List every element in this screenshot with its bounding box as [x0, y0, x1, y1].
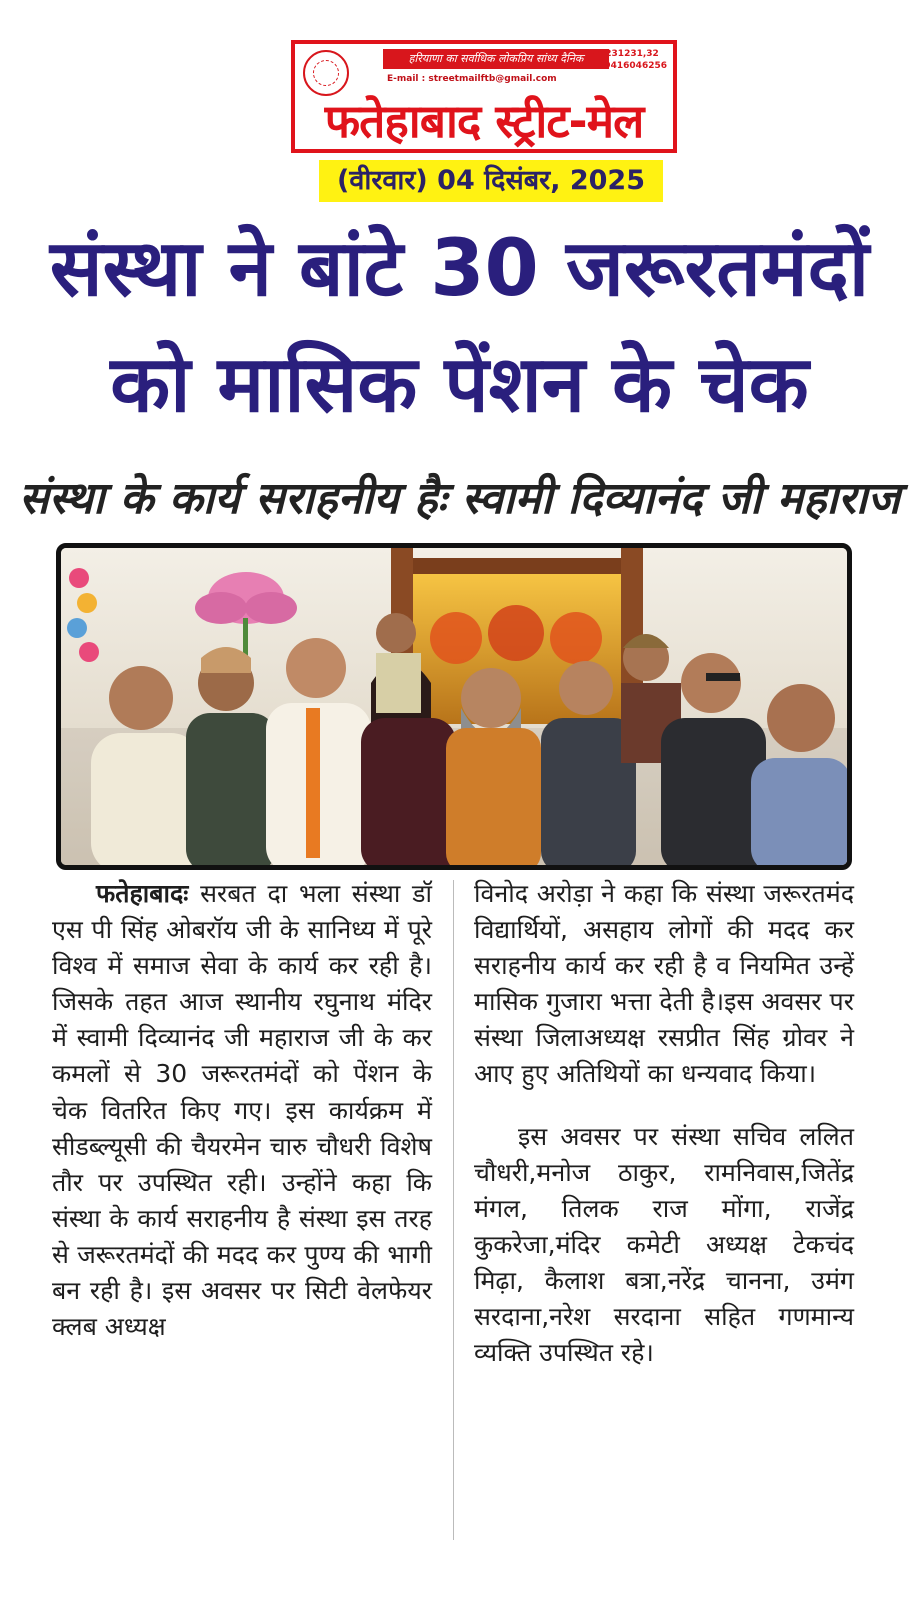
- newspaper-title: फतेहाबाद स्ट्रीट-मेल: [324, 94, 644, 148]
- newspaper-masthead: [291, 40, 677, 153]
- article-column-left: [52, 876, 432, 1345]
- subheadline: संस्था के कार्य सराहनीय हैः स्वामी दिव्यानंद जी महाराज: [19, 473, 900, 524]
- news-photo: [56, 543, 852, 870]
- news-photo-illustration: [61, 548, 847, 865]
- masthead-email: E-mail : streetmailftb@gmail.com: [387, 74, 557, 84]
- article-paragraph: [52, 876, 432, 1345]
- masthead-phone: Ph.231231,32: [588, 49, 659, 59]
- headline-line-2: को मासिक पेंशन के चेक: [110, 340, 809, 430]
- masthead-contact: [589, 48, 667, 72]
- article-column-right: [474, 876, 854, 1371]
- column-divider: [453, 880, 454, 1540]
- article-left-body: सरबत दा भला संस्था डॉ एस पी सिंह ओबरॉय जी के सानिध्य में पूरे विश्व में समाज सेवा के कार्य कर रही है। जिसके तहत आज स्थानीय रघुनाथ मंदिर में स्वामी दिव्यानंद जी महाराज जी के कर कमलों से 30 जरूरतमंदों को पेंशन के चेक वितरित किए गए। इस कार्यक्रम में सीडब्ल्यूसी की चैयरमेन चारु चौधरी विशेष तौर पर उपस्थित रही। उन्होंने कहा कि संस्था के कार्य सराहनीय है संस्था इस तरह से जरूरतमंदों की मदद कर पुण्य की भागी बन रही है। इस अवसर पर सिटी वेलफेयर क्लब अध्यक्ष: [52, 879, 432, 1342]
- masthead-mobile: M. 9416046256: [588, 61, 667, 71]
- article-paragraph: [474, 1119, 854, 1372]
- masthead-tagline: हरियाणा का सर्वाधिक लोकप्रिय सांध्य दैनिक: [383, 49, 609, 69]
- newspaper-seal-icon: [303, 50, 349, 96]
- article-dateline: फतेहाबादः: [96, 879, 189, 908]
- publication-date: (वीरवार) 04 दिसंबर, 2025: [319, 160, 663, 202]
- headline-line-1: संस्था ने बांटे 30 जरूरतमंदों: [49, 224, 870, 314]
- article-right-paragraph-2: इस अवसर पर संस्था सचिव ललित चौधरी,मनोज ठाकुर, रामनिवास,जितेंद्र मंगल, तिलक राज मोंगा, राजेंद्र कुकरेजा,मंदिर कमेटी अध्यक्ष टेकचंद मिढ़ा, कैलाश बत्रा,नरेंद्र चानना, उमंग सरदाना,नरेश सरदाना सहित गणमान्य व्यक्ति उपस्थित रहे।: [474, 1121, 854, 1368]
- article-right-paragraph-1: विनोद अरोड़ा ने कहा कि संस्था जरूरतमंद विद्यार्थियों, असहाय लोगों की मदद कर सराहनीय कार्य कर रही है व नियमित उन्हें मासिक गुजारा भत्ता देती है।इस अवसर पर संस्था जिलाअध्यक्ष रसप्रीत सिंह ग्रोवर ने आए हुए अतिथियों का धन्यवाद किया।: [474, 879, 854, 1089]
